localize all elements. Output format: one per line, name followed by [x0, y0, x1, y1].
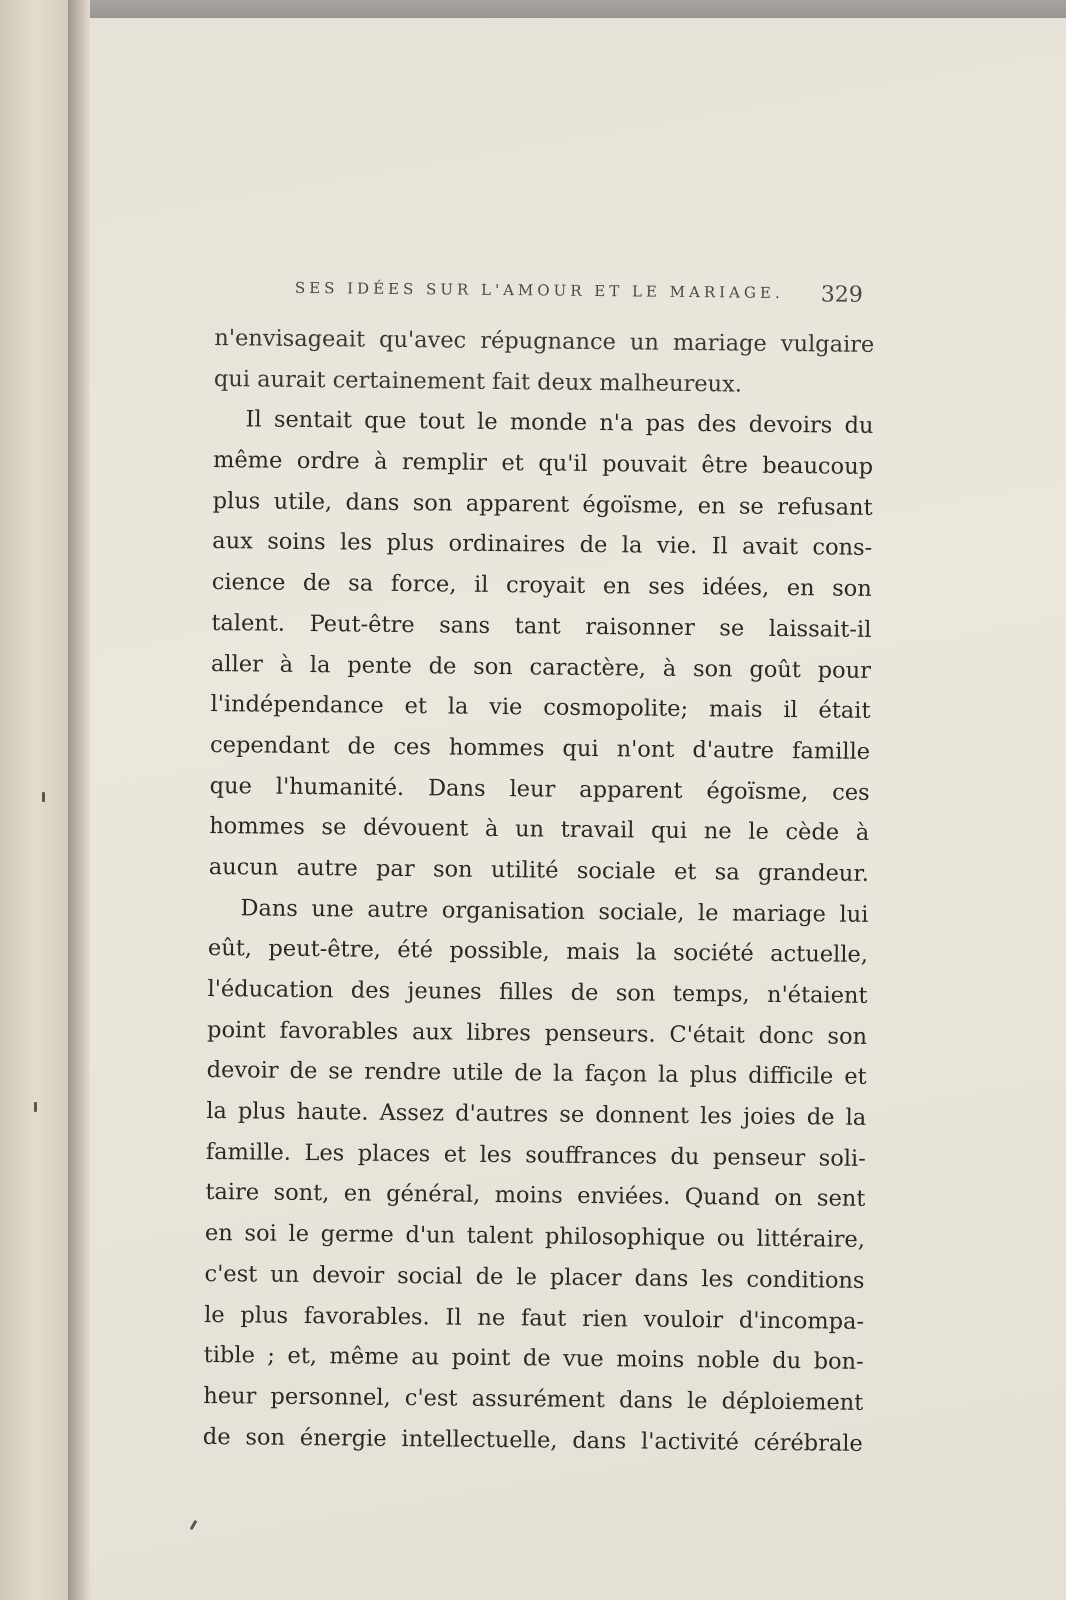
text-line: hommes se dévouent à un travail qui ne le cède à: [209, 813, 870, 847]
text-line: en soi le germe d'un talent philosophique ou littéraire,: [204, 1220, 866, 1253]
text-line: taire sont, en général, moins enviées. Quand on sent: [205, 1179, 866, 1213]
paragraph-first-line: Dans une autre organisation sociale, le mariage lui: [240, 894, 869, 928]
text-line: n'envisageait qu'avec répugnance un mariage vulgaire: [214, 324, 875, 358]
text-line: que l'humanité. Dans leur apparent égoïsme, ces: [209, 772, 870, 806]
text-line: l'éducation des jeunes filles de son temps, n'étaient: [207, 975, 868, 1009]
body-text: [203, 318, 875, 1464]
text-line: tible ; et, même au point de vue moins noble du bon-: [203, 1342, 864, 1376]
text-line: de son énergie intellectuelle, dans l'activité cérébrale: [202, 1423, 863, 1457]
text-line: même ordre à remplir et qu'il pouvait être beaucoup: [212, 447, 874, 480]
text-line: aller à la pente de son caractère, à son goût pour: [210, 650, 872, 684]
margin-mark: [34, 1102, 37, 1112]
text-line: la plus haute. Assez d'autres se donnent les joies de la: [206, 1098, 867, 1131]
running-title: SES IDÉES SUR L'AMOUR ET LE MARIAGE.: [294, 278, 784, 302]
text-line: aux soins les plus ordinaires de la vie. Il avait cons-: [212, 528, 873, 562]
page-text-block: [203, 278, 875, 1464]
text-line: talent. Peut-être sans tant raisonner se laissait-il: [211, 609, 872, 643]
text-line: aucun autre par son utilité sociale et sa grandeur.: [208, 853, 869, 887]
text-line: cience de sa force, il croyait en ses idées, en son: [211, 569, 872, 603]
text-line: qui aurait certainement fait deux malheureux.: [213, 365, 743, 398]
text-line: heur personnel, c'est assurément dans le déploiement: [203, 1382, 864, 1416]
page-number: 329: [820, 282, 863, 308]
book-gutter: [68, 0, 90, 1600]
text-line: plus utile, dans son apparent égoïsme, en se refusant: [212, 487, 873, 521]
text-line: point favorables aux libres penseurs. C'était donc son: [206, 1016, 868, 1050]
text-line: le plus favorables. Il ne faut rien vouloir d'incompa-: [204, 1301, 865, 1335]
text-line: famille. Les places et les souffrances du penseur soli-: [205, 1138, 866, 1172]
left-page-edge: [0, 0, 78, 1600]
text-line: cependant de ces hommes qui n'ont d'autre famille: [209, 731, 871, 765]
text-line: eût, peut-être, été possible, mais la société actuelle,: [207, 935, 869, 969]
paragraph-first-line: Il sentait que tout le monde n'a pas des devoirs du: [245, 406, 874, 440]
text-line: l'indépendance et la vie cosmopolite; mais il était: [210, 691, 871, 725]
text-line: c'est un devoir social de le placer dans les conditions: [204, 1260, 865, 1294]
margin-mark: [42, 792, 45, 802]
running-head: [215, 278, 875, 325]
text-line: devoir de se rendre utile de la façon la plus difficile et: [206, 1057, 867, 1091]
